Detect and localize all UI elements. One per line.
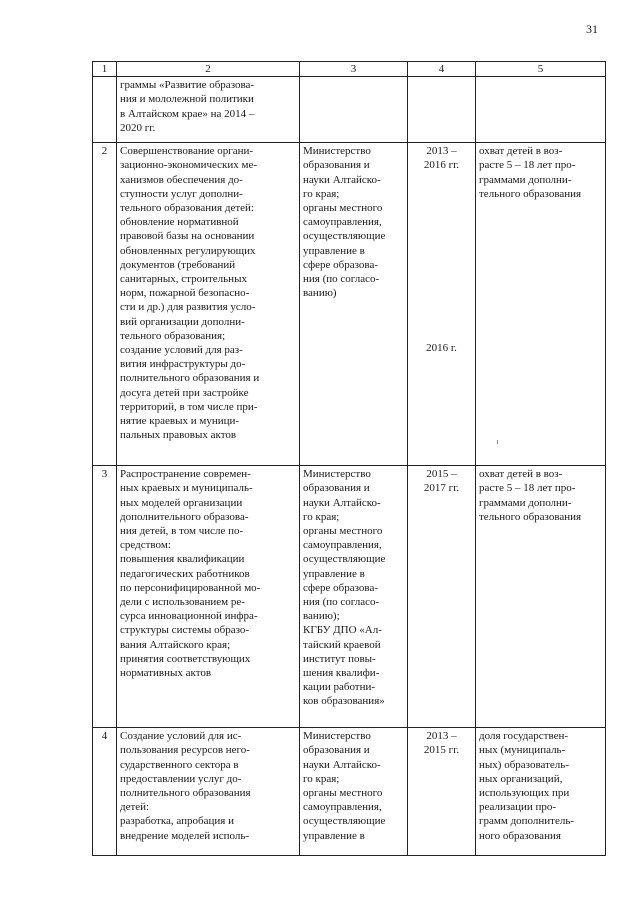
- page-number: 31: [586, 22, 598, 36]
- measure-text: создание условий для раз- вития инфраструктуры до- полнительного образования и досуга детей при застройке территорий, в том числе при- нятие краевых и муници- пальных правовых актов: [120, 344, 260, 442]
- header-cell: 4: [408, 62, 476, 77]
- measure-cell: [117, 143, 300, 466]
- header-cell: 3: [300, 62, 408, 77]
- measure-text: Совершенствование органи- зационно-экономических ме- ханизмов обеспечения до- ступности услуг дополни- тельного образования детей: обновление нормативной правовой базы на основании обновленных регулирующих документов (требований санитарных, строительных норм, пожарной безопасно- сти и др.) для развития усло- вий организации дополни- тельного образования;: [120, 145, 258, 342]
- period-cell: [408, 77, 476, 143]
- period-cell: 2013 – 2015 гг.: [408, 728, 476, 856]
- indicator-cell: охват детей в воз- расте 5 – 18 лет про- граммами дополни- тельного образования: [476, 466, 606, 728]
- measure-cell: граммы «Развитие образова- ния и мололежной политики в Алтайском крае» на 2014 – 2020 гг.: [117, 77, 300, 143]
- scan-mark: [497, 440, 498, 444]
- indicator-cell: [476, 77, 606, 143]
- table-row: [93, 143, 606, 466]
- executor-cell: [300, 77, 408, 143]
- executor-cell: Министерство образования и науки Алтайско- го края; органы местного самоуправления, осуществляющие управление в сфере образова- ния (по согласо- ванию); КГБУ ДПО «Ал- тайский краевой институт повы- шения квалифи- кации работни- ков образования»: [300, 466, 408, 728]
- header-cell: 5: [476, 62, 606, 77]
- indicator-cell: доля государствен- ных (муниципаль- ных) образователь- ных организаций, использующих при реализации про- грамм дополнитель- ного образования: [476, 728, 606, 856]
- table-row: [93, 466, 606, 728]
- measures-table: [92, 61, 606, 856]
- row-number-cell: 4: [93, 728, 117, 856]
- indicator-cell: охват детей в воз- расте 5 – 18 лет про- граммами дополни- тельного образования: [476, 143, 606, 466]
- period-cell: [408, 143, 476, 466]
- table-header-row: [93, 62, 606, 77]
- period-cell: 2015 – 2017 гг.: [408, 466, 476, 728]
- period-text: 2016 г.: [426, 341, 457, 354]
- period-text: 2013 – 2016 гг.: [423, 145, 460, 172]
- header-cell: 1: [93, 62, 117, 77]
- table-row: [93, 77, 606, 143]
- row-number-cell: [93, 77, 117, 143]
- measure-cell: Распространение современ- ных краевых и муниципаль- ных моделей организации дополнительного образова- ния детей, в том числе по- средством: повышения квалификации педагогических работников по персонифицированной мо- дели с использованием ре- сурса инновационной инфра- структуры системы образо- вания Алтайского края; принятия соответствующих нормативных актов: [117, 466, 300, 728]
- executor-cell: Министерство образования и науки Алтайско- го края; органы местного самоуправления, осуществляющие управление в сфере образова- ния (по согласо- ванию): [300, 143, 408, 466]
- row-number-cell: 2: [93, 143, 117, 466]
- measure-cell: Создание условий для ис- пользования ресурсов него- сударственного сектора в предоставлении услуг до- полнительного образования детей: разработка, апробация и внедрение моделей исполь-: [117, 728, 300, 856]
- header-cell: 2: [117, 62, 300, 77]
- executor-cell: Министерство образования и науки Алтайско- го края; органы местного самоуправления, осуществляющие управление в: [300, 728, 408, 856]
- row-number-cell: 3: [93, 466, 117, 728]
- table-row: [93, 728, 606, 856]
